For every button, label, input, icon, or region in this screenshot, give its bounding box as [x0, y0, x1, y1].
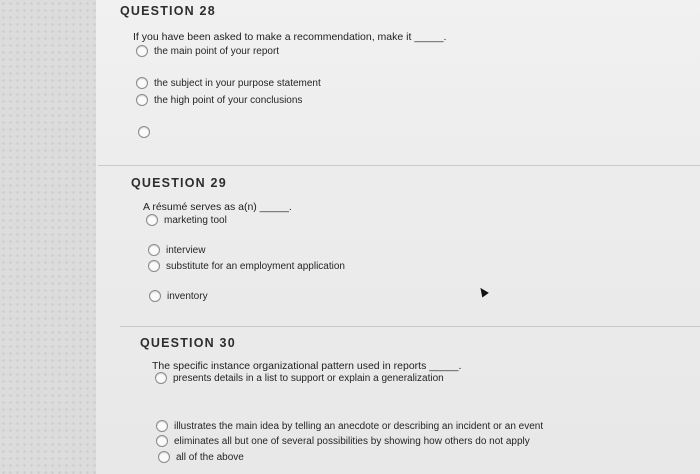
- option-label: the subject in your purpose statement: [154, 77, 321, 89]
- answer-option[interactable]: [158, 451, 244, 463]
- option-label: inventory: [167, 290, 208, 302]
- question-title: QUESTION 29: [131, 176, 227, 190]
- background-strip: [0, 0, 96, 474]
- option-label: substitute for an employment application: [166, 260, 345, 272]
- option-label: eliminates all but one of several possibilities by showing how others do not apply: [174, 435, 530, 447]
- answer-option[interactable]: [156, 435, 530, 447]
- answer-option[interactable]: [136, 45, 279, 57]
- answer-option[interactable]: [136, 94, 302, 106]
- radio-button[interactable]: [148, 244, 160, 256]
- answer-option[interactable]: [138, 126, 156, 138]
- radio-button[interactable]: [156, 420, 168, 432]
- answer-option[interactable]: [148, 244, 205, 256]
- question-title: QUESTION 30: [140, 336, 236, 350]
- radio-button[interactable]: [155, 372, 167, 384]
- radio-button[interactable]: [146, 214, 158, 226]
- radio-button[interactable]: [138, 126, 150, 138]
- question-divider: [98, 165, 700, 166]
- quiz-content: [96, 0, 700, 474]
- mouse-cursor-icon: [477, 286, 489, 298]
- option-label: the main point of your report: [154, 45, 280, 57]
- answer-option[interactable]: [149, 290, 208, 302]
- radio-button[interactable]: [136, 94, 148, 106]
- radio-button[interactable]: [148, 260, 160, 272]
- radio-button[interactable]: [136, 45, 148, 57]
- option-label: marketing tool: [164, 214, 227, 226]
- radio-button[interactable]: [158, 451, 170, 463]
- question-text: The specific instance organizational pattern used in reports _____.: [152, 360, 462, 372]
- option-label: all of the above: [176, 451, 244, 463]
- option-label: presents details in a list to support or explain a generalization: [173, 372, 444, 384]
- option-label: the high point of your conclusions: [154, 94, 303, 106]
- option-label: interview: [166, 244, 206, 256]
- radio-button[interactable]: [149, 290, 161, 302]
- option-label: illustrates the main idea by telling an anecdote or describing an incident or an event: [174, 420, 544, 432]
- question-title: QUESTION 28: [120, 4, 216, 18]
- question-divider: [120, 326, 700, 327]
- question-text: If you have been asked to make a recommendation, make it _____.: [133, 31, 447, 43]
- radio-button[interactable]: [136, 77, 148, 89]
- answer-option[interactable]: [146, 214, 227, 226]
- answer-option[interactable]: [155, 372, 444, 384]
- answer-option[interactable]: [156, 420, 543, 432]
- question-text: A résumé serves as a(n) _____.: [143, 201, 292, 213]
- answer-option[interactable]: [148, 260, 345, 272]
- radio-button[interactable]: [156, 435, 168, 447]
- answer-option[interactable]: [136, 77, 321, 89]
